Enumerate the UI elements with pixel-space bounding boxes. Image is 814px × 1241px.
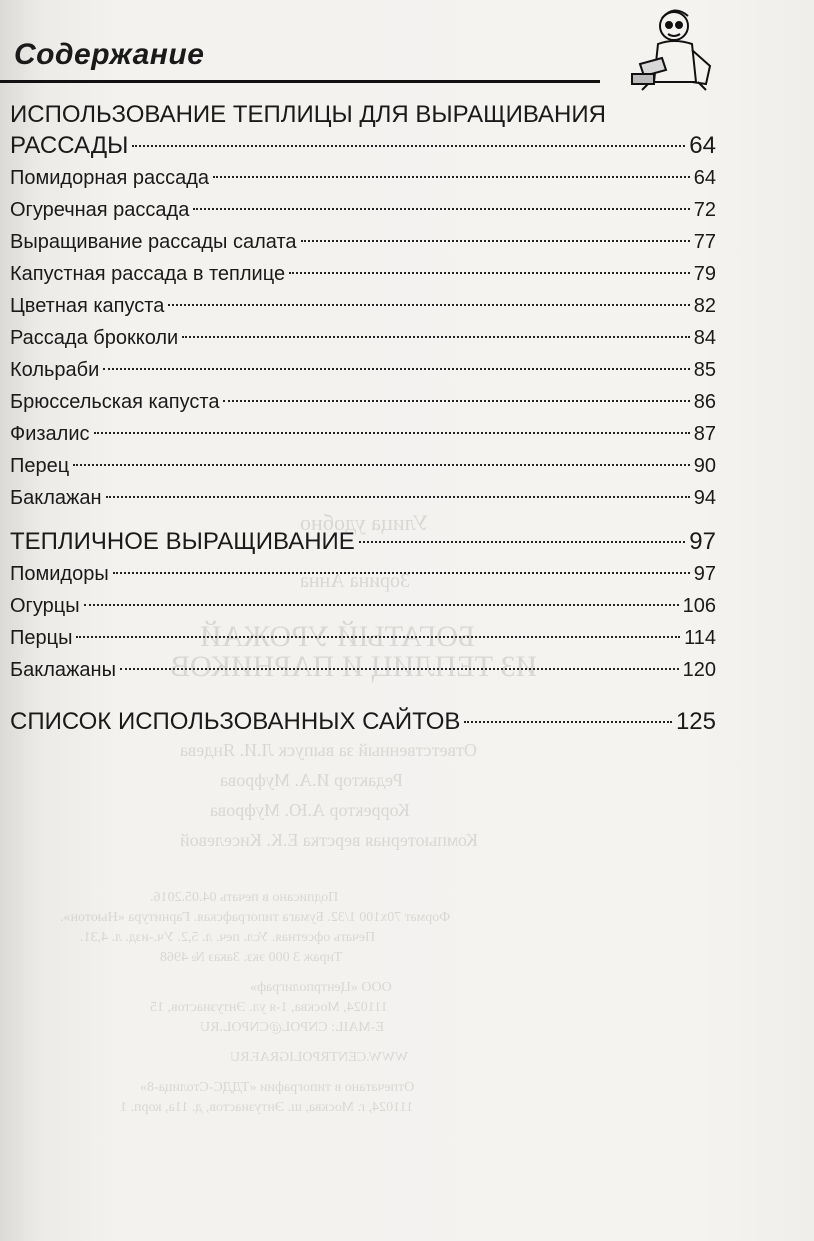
page-number: 86: [693, 391, 716, 413]
leader-dots: [120, 668, 679, 670]
toc-entry[interactable]: [10, 354, 716, 386]
leader-dots: [94, 432, 690, 434]
toc-entry-label: Брюссельская капуста: [10, 391, 220, 413]
toc-entry[interactable]: [10, 162, 716, 194]
page-number: 87: [693, 423, 716, 445]
table-of-contents: [10, 100, 716, 738]
section-title-line2: РАССАДЫ: [10, 132, 129, 159]
toc-entry[interactable]: [10, 418, 716, 450]
leader-dots: [168, 304, 689, 306]
gardener-illustration-icon: [622, 4, 722, 94]
section-title: СПИСОК ИСПОЛЬЗОВАННЫХ САЙТОВ: [10, 708, 461, 735]
page-number: 120: [682, 659, 716, 681]
leader-dots: [106, 496, 690, 498]
page-number: 85: [693, 359, 716, 381]
leader-dots: [359, 541, 685, 543]
leader-dots: [84, 604, 679, 606]
toc-section-greenhouse-seedlings: [10, 100, 716, 162]
page-number: 82: [693, 295, 716, 317]
page-number: 94: [693, 487, 716, 509]
section-title-entry[interactable]: [10, 526, 716, 558]
toc-entry[interactable]: [10, 482, 716, 514]
leader-dots: [289, 272, 690, 274]
toc-entry[interactable]: [10, 258, 716, 290]
toc-entry-label: Рассада брокколи: [10, 327, 179, 349]
bleed-through-text: Улица удобно Зорина Анна БОГАТЫЙ УРОЖАЙ ИЗ ТЕПЛИЦ И ПАРНИКОВ Ответственный за выпуск Л.И. Яндева Редактор И.А. Муфрова Корректор А.Ю. Муфрова Компьютерная верстка Е.К. Киселевой Подписано в печать 04.05.2016. Формат 70x100 1/32. Бумага типографская. Гарнитура «Ньютон». Печать офсетная. Усл. печ. л. 5,2. Уч.-изд. л. 4,31. Тираж 3 000 экз. Заказ № 4968 ООО «Центрполиграф» 111024, Москва, 1-я ул. Энтузиастов, 15 E-MAIL: CNPOL@CNPOL.RU WWW.CENTRPOLIGRAF.RU Отпечатано в типографии «ТДДС-Столица-8» 111024, г. Москва, ш. Энтузиастов, д. 11а, корп. 1: [60, 510, 538, 1115]
page-number: 97: [693, 563, 716, 585]
page-number: 97: [689, 528, 716, 555]
toc-entry[interactable]: [10, 322, 716, 354]
leader-dots: [73, 464, 690, 466]
toc-entry[interactable]: [10, 194, 716, 226]
toc-entry-label: Капустная рассада в теплице: [10, 263, 286, 285]
toc-entry-label: Перец: [10, 455, 70, 477]
header-rule: [0, 80, 600, 83]
toc-entry-label: Помидоры: [10, 563, 109, 585]
toc-entry-label: Баклажан: [10, 487, 102, 509]
section-title-entry[interactable]: [10, 706, 716, 738]
toc-entry-label: Цветная капуста: [10, 295, 165, 317]
toc-entry[interactable]: [10, 622, 716, 654]
page-number: 114: [684, 627, 716, 649]
toc-entry[interactable]: [10, 450, 716, 482]
section-title-entry[interactable]: [10, 130, 716, 162]
toc-entry-label: Помидорная рассада: [10, 167, 210, 189]
toc-entry[interactable]: [10, 590, 716, 622]
toc-entry[interactable]: [10, 654, 716, 686]
leader-dots: [301, 240, 690, 242]
leader-dots: [182, 336, 690, 338]
page-number: 125: [675, 708, 716, 735]
page-number: 79: [693, 263, 716, 285]
toc-entry[interactable]: [10, 290, 716, 322]
toc-entry[interactable]: [10, 226, 716, 258]
toc-entry-label: Выращивание рассады салата: [10, 231, 297, 253]
toc-entry-label: Баклажаны: [10, 659, 116, 681]
page-header: [0, 30, 640, 90]
toc-entry-label: Огурцы: [10, 595, 80, 617]
section-title-line1: ИСПОЛЬЗОВАНИЕ ТЕПЛИЦЫ ДЛЯ ВЫРАЩИВАНИЯ: [10, 101, 606, 128]
page-number: 64: [693, 167, 716, 189]
page-number: 72: [693, 199, 716, 221]
toc-entry-label: Перцы: [10, 627, 73, 649]
toc-entry-label: Огуречная рассада: [10, 199, 190, 221]
toc-entry-label: Физалис: [10, 423, 90, 445]
leader-dots: [113, 572, 690, 574]
leader-dots: [76, 636, 680, 638]
page-number: 84: [693, 327, 716, 349]
page-title: Содержание: [14, 38, 205, 71]
page-number: 77: [693, 231, 716, 253]
leader-dots: [103, 368, 689, 370]
section-title: ТЕПЛИЧНОЕ ВЫРАЩИВАНИЕ: [10, 528, 355, 555]
toc-section-greenhouse-growing: [10, 526, 716, 558]
toc-entry[interactable]: [10, 558, 716, 590]
leader-dots: [132, 145, 685, 147]
toc-section-sources: [10, 706, 716, 738]
leader-dots: [213, 176, 690, 178]
leader-dots: [193, 208, 689, 210]
page-number: 106: [682, 595, 716, 617]
page-number: 64: [689, 132, 716, 159]
page-number: 90: [693, 455, 716, 477]
leader-dots: [464, 721, 672, 723]
toc-entry-label: Кольраби: [10, 359, 100, 381]
leader-dots: [223, 400, 689, 402]
toc-entry[interactable]: [10, 386, 716, 418]
